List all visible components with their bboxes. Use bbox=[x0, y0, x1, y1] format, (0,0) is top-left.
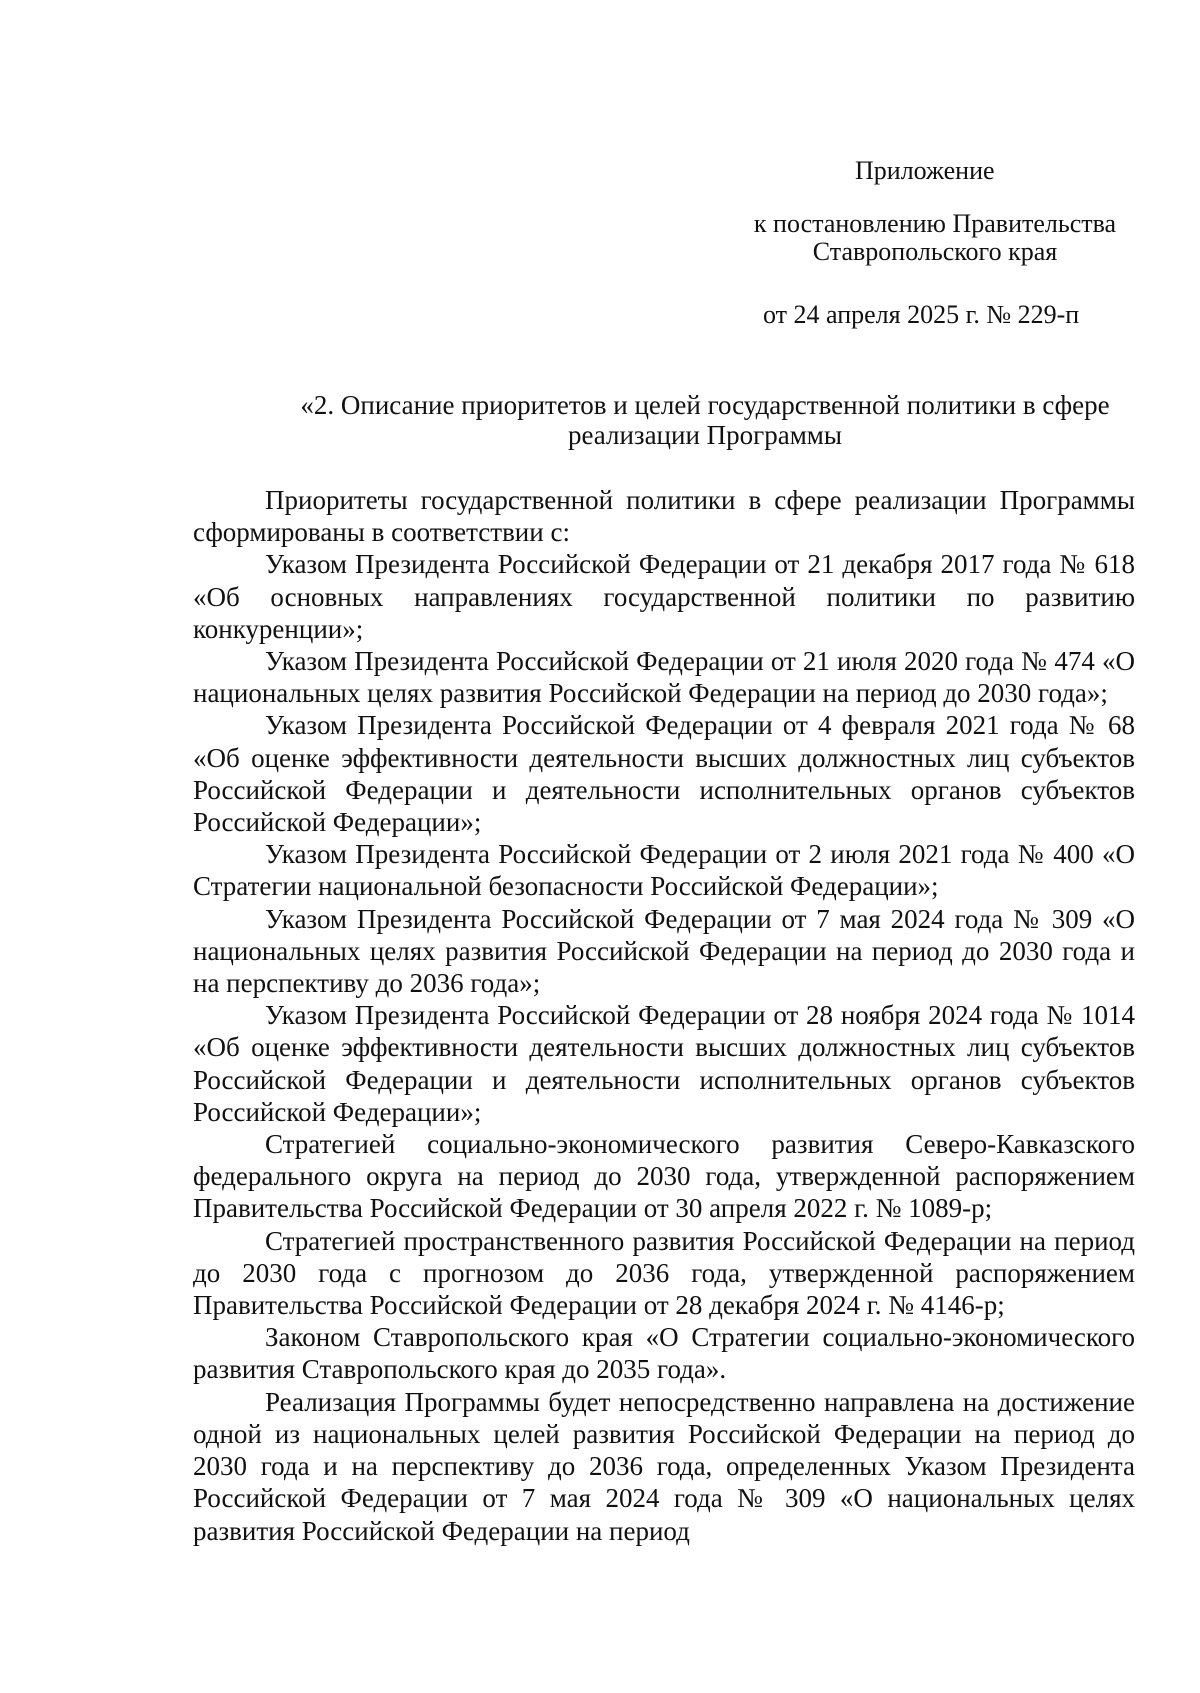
body-text bbox=[193, 484, 1135, 1547]
paragraph: Законом Ставропольского края «О Стратегии социально-экономического развития Ставропольского края до 2035 года». bbox=[193, 1322, 1135, 1385]
paragraph: Указом Президента Российской Федерации от 4 февраля 2021 года № 68 «Об оценке эффективности деятельности высших должностных лиц субъектов Российской Федерации и деятельности исполнительных органов субъектов Российской Федерации»; bbox=[193, 710, 1135, 838]
paragraph: Приоритеты государственной политики в сфере реализации Программы сформированы в соответствии с: bbox=[193, 485, 1135, 548]
appendix-reference-line-1: к постановлению Правительства bbox=[753, 209, 1117, 238]
appendix-date: от 24 апреля 2025 г. № 229-п bbox=[763, 300, 1080, 329]
paragraph: Указом Президента Российской Федерации от 21 декабря 2017 года № 618 «Об основных направлениях государственной политики по развитию конкуренции»; bbox=[193, 549, 1135, 644]
appendix-reference-line-2: Ставропольского края bbox=[812, 237, 1058, 266]
section-heading bbox=[270, 390, 1140, 450]
appendix-title: Приложение bbox=[855, 156, 995, 185]
paragraph: Стратегией социально-экономического развития Северо-Кавказского федерального округа на период до 2030 года, утвержденной распоряжением Правительства Российской Федерации от 30 апреля 2022 г. № 1089-р; bbox=[193, 1129, 1135, 1224]
paragraph: Реализация Программы будет непосредственно направлена на достижение одной из национальных целей развития Российской Федерации на период до 2030 года и на перспективу до 2036 года, определенных Указом Президента Российской Федерации от 7 мая 2024 года № 309 «О национальных целях развития Российской Федерации на период bbox=[193, 1386, 1135, 1546]
paragraph: Указом Президента Российской Федерации от 28 ноября 2024 года № 1014 «Об оценке эффективности деятельности высших должностных лиц субъектов Российской Федерации и деятельности исполнительных органов субъектов Российской Федерации»; bbox=[193, 1000, 1135, 1127]
appendix-reference bbox=[730, 210, 1140, 266]
paragraph: Указом Президента Российской Федерации от 21 июля 2020 года № 474 «О национальных целях развития Российской Федерации на период до 2030 года»; bbox=[193, 646, 1135, 709]
paragraph: Указом Президента Российской Федерации от 2 июля 2021 года № 400 «О Стратегии национальной безопасности Российской Федерации»; bbox=[193, 839, 1135, 902]
section-heading-line-2: реализации Программы bbox=[567, 420, 843, 450]
paragraph: Указом Президента Российской Федерации от 7 мая 2024 года № 309 «О национальных целях развития Российской Федерации на период до 2030 года и на перспективу до 2036 года»; bbox=[193, 903, 1135, 999]
section-heading-line-1: «2. Описание приоритетов и целей государственной политики в сфере bbox=[300, 390, 1110, 420]
paragraph: Стратегией пространственного развития Российской Федерации на период до 2030 года с прогнозом до 2036 года, утвержденной распоряжением Правительства Российской Федерации от 28 декабря 2024 г. № 4146-р; bbox=[193, 1225, 1135, 1321]
